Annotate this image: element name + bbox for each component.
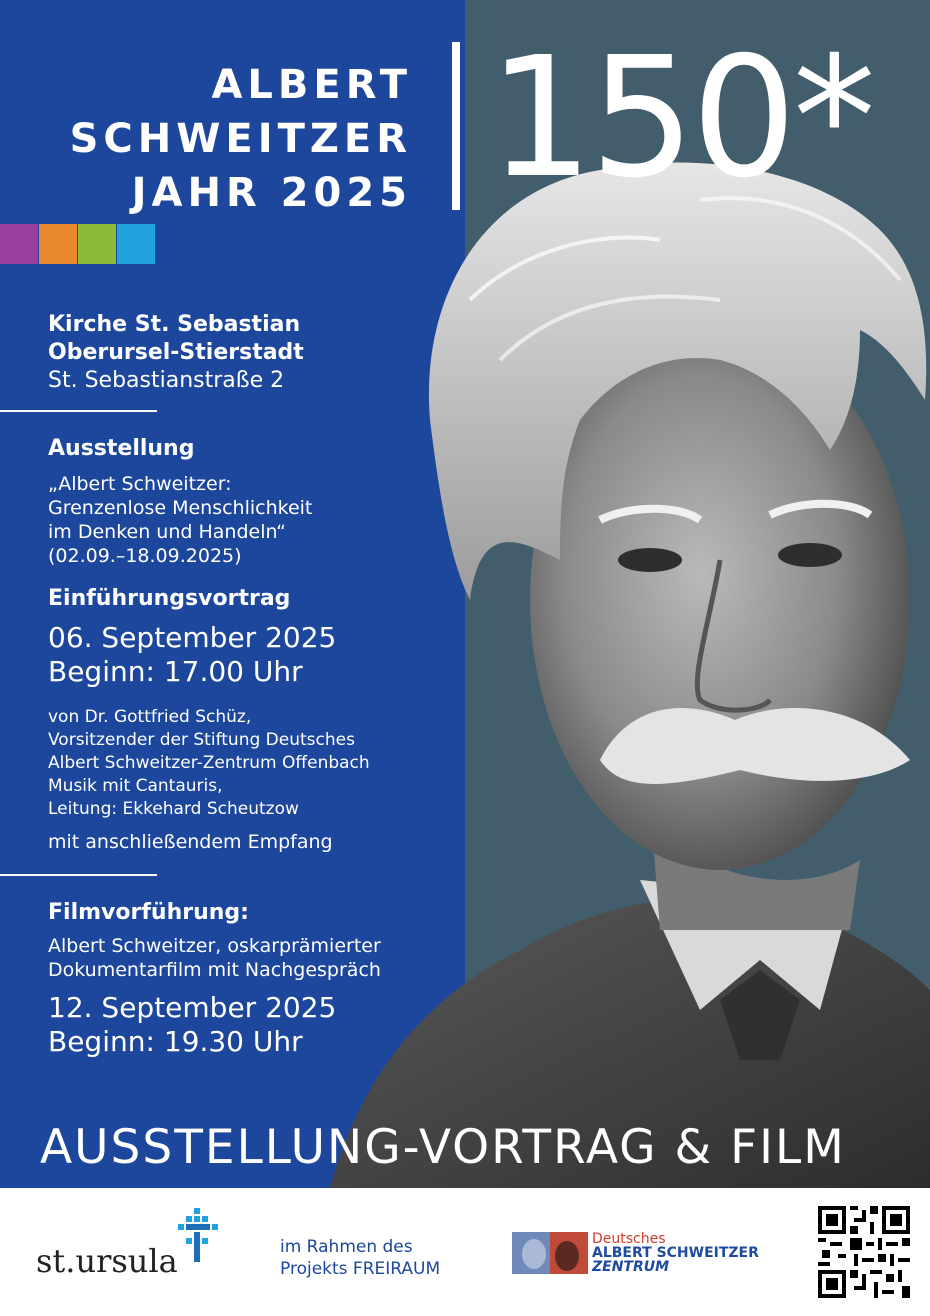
- color-bars: [0, 224, 156, 264]
- lecture-date: 06. September 2025: [48, 621, 337, 654]
- lecture-reception: mit anschließendem Empfang: [48, 831, 333, 853]
- church-name: Kirche St. Sebastian: [48, 312, 301, 337]
- qr-code-icon[interactable]: [818, 1206, 910, 1298]
- film-line: Albert Schweitzer, oskarprämierter: [48, 935, 381, 957]
- lecture-detail: von Dr. Gottfried Schüz,: [48, 707, 252, 727]
- film-line: Dokumentarfilm mit Nachgespräch: [48, 959, 381, 981]
- color-bar-purple: [0, 224, 38, 264]
- title-line-1: ALBERT: [211, 62, 412, 108]
- lecture-detail: Vorsitzender der Stiftung Deutsches: [48, 730, 355, 750]
- section-divider: [0, 874, 157, 876]
- exhibition-heading: Ausstellung: [48, 436, 195, 461]
- exhibition-line: Grenzenlose Menschlichkeit: [48, 497, 313, 519]
- lecture-time: Beginn: 17.00 Uhr: [48, 655, 303, 688]
- title-line-3: JAHR 2025: [131, 170, 412, 216]
- exhibition-line: im Denken und Handeln“: [48, 521, 286, 543]
- church-street: St. Sebastianstraße 2: [48, 368, 285, 393]
- exhibition-line: „Albert Schweitzer:: [48, 473, 232, 495]
- stursula-logo-text: st.ursula: [36, 1242, 178, 1280]
- section-divider: [0, 410, 157, 412]
- color-bar-green: [78, 224, 116, 264]
- exhibition-dates: (02.09.–18.09.2025): [48, 545, 242, 567]
- zentrum-text: [592, 1232, 759, 1274]
- lecture-detail: Musik mit Cantauris,: [48, 776, 223, 796]
- church-place: Oberursel-Stierstadt: [48, 340, 304, 365]
- event-title: [40, 58, 412, 220]
- slogan: AUSSTELLUNG-VORTRAG & FILM: [40, 1120, 846, 1175]
- footer: [0, 1188, 930, 1316]
- zentrum-line: Deutsches: [592, 1231, 666, 1247]
- color-bar-orange: [39, 224, 77, 264]
- title-divider: [452, 42, 460, 210]
- lecture-detail: Albert Schweitzer-Zentrum Offenbach: [48, 753, 370, 773]
- film-time: Beginn: 19.30 Uhr: [48, 1025, 303, 1058]
- film-heading: Filmvorführung:: [48, 900, 249, 925]
- zentrum-line: ZENTRUM: [592, 1259, 670, 1275]
- freiraum-line: Projekts FREIRAUM: [280, 1259, 441, 1279]
- anniversary-number: 150*: [488, 22, 872, 215]
- title-line-2: SCHWEITZER: [69, 116, 412, 162]
- color-bar-cyan: [117, 224, 155, 264]
- film-date: 12. September 2025: [48, 991, 337, 1024]
- lecture-heading: Einführungsvortrag: [48, 586, 291, 611]
- zentrum-line: ALBERT SCHWEITZER: [592, 1245, 759, 1261]
- zentrum-logo-icon: [512, 1232, 588, 1274]
- freiraum-line: im Rahmen des: [280, 1237, 413, 1257]
- freiraum-text: [280, 1236, 440, 1280]
- lecture-detail: Leitung: Ekkehard Scheutzow: [48, 799, 299, 819]
- cross-icon: [178, 1208, 218, 1264]
